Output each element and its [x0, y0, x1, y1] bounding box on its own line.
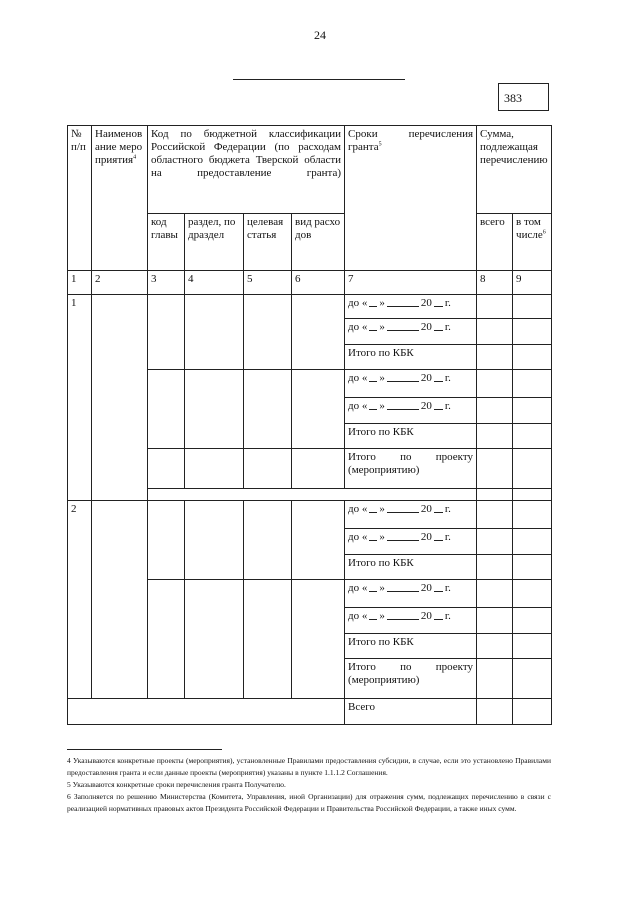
amount-including-cell: [513, 398, 552, 424]
code-cell: [185, 501, 244, 580]
subtotal-project-label: Итого по проекту (мероприятию): [345, 449, 477, 489]
group-number: 2: [68, 501, 92, 699]
amount-including-cell: [513, 529, 552, 555]
document-number-box: 383: [498, 83, 549, 111]
table-row: [68, 295, 552, 319]
amount-total-cell: [477, 398, 513, 424]
amount-total-cell: [477, 699, 513, 725]
amount-total-cell: [477, 501, 513, 529]
amount-including-cell: [513, 345, 552, 370]
payment-deadline: до « » 20 г.: [345, 608, 477, 634]
column-number: 3: [148, 271, 185, 295]
header-section: раздел, подраздел: [185, 214, 244, 271]
code-cell: [148, 295, 185, 370]
amount-total-cell: [477, 449, 513, 489]
payment-deadline: до « » 20 г.: [345, 501, 477, 529]
page-number: 24: [314, 28, 326, 42]
column-number-row: [68, 271, 552, 295]
payment-deadline: до « » 20 г.: [345, 529, 477, 555]
amount-total-cell: [477, 370, 513, 398]
subtotal-kbk-label: Итого по КБК: [345, 634, 477, 659]
amount-total-cell: [477, 634, 513, 659]
code-cell: [148, 501, 185, 580]
code-cell: [292, 295, 345, 370]
header-col-budget-code: Код по бюджетной классификации Российской Федерации (по расходам областного бюджета Тверской области на предоставление гранта): [148, 126, 345, 214]
payment-deadline: до « » 20 г.: [345, 319, 477, 345]
column-number: 8: [477, 271, 513, 295]
code-cell: [185, 295, 244, 370]
code-cell: [244, 295, 292, 370]
amount-including-cell: [513, 699, 552, 725]
column-number: 6: [292, 271, 345, 295]
header-rule: [233, 79, 405, 80]
amount-including-cell: [513, 555, 552, 580]
code-cell: [292, 370, 345, 449]
footnote-6: 6 Заполняется по решению Министерства (Комитета, Управления, иной Организации) для отражения сумм, подлежащих перечислению в связи с реализацией нормативных правовых актов Президента Российской Федерации и Правительства Российской Федерации, а также иных сумм.: [67, 792, 551, 813]
payment-deadline: до « » 20 г.: [345, 295, 477, 319]
code-cell: [244, 449, 292, 489]
header-col-terms: Сроки перечисления гранта$^5$: [345, 126, 477, 271]
payment-deadline: до « » 20 г.: [345, 398, 477, 424]
amount-including-cell: [513, 608, 552, 634]
spacer-cell: [148, 489, 477, 501]
payment-deadline: до « » 20 г.: [345, 580, 477, 608]
header-amount-including: в том числе$^6$: [513, 214, 552, 271]
column-number: 4: [185, 271, 244, 295]
footnote-5: 5 Указываются конкретные сроки перечисления гранта Получателю.: [67, 780, 286, 789]
header-col-amount: Сумма, подлежащая перечислению: [477, 126, 552, 214]
header-target-article: целевая статья: [244, 214, 292, 271]
amount-including-cell: [513, 449, 552, 489]
code-cell: [244, 370, 292, 449]
amount-including-cell: [513, 295, 552, 319]
column-number: 1: [68, 271, 92, 295]
code-cell: [185, 449, 244, 489]
table-row: [68, 501, 552, 529]
header-amount-total: всего: [477, 214, 513, 271]
total-spacer-cell: [68, 699, 345, 725]
amount-including-cell: [513, 580, 552, 608]
amount-including-cell: [513, 370, 552, 398]
footnote-4: 4 Указываются конкретные проекты (мероприятия), установленные Правилами предоставления субсидии, в случае, если это установлено Правилами предоставления гранта и если данные проекты (мероприятия) указаны в пункте 1.1.1.2 Соглашения.: [67, 756, 551, 777]
code-cell: [244, 580, 292, 699]
column-number: 9: [513, 271, 552, 295]
column-number: 7: [345, 271, 477, 295]
subtotal-kbk-label: Итого по КБК: [345, 555, 477, 580]
amount-total-cell: [477, 489, 513, 501]
grand-total-label: Всего: [345, 699, 477, 725]
amount-total-cell: [477, 295, 513, 319]
header-expense-type: вид расходов: [292, 214, 345, 271]
code-cell: [148, 370, 185, 449]
code-cell: [185, 580, 244, 699]
amount-total-cell: [477, 580, 513, 608]
header-code-chapter: код главы: [148, 214, 185, 271]
footnote-separator: [67, 749, 222, 750]
amount-total-cell: [477, 608, 513, 634]
amount-total-cell: [477, 529, 513, 555]
amount-including-cell: [513, 424, 552, 449]
amount-including-cell: [513, 634, 552, 659]
amount-including-cell: [513, 659, 552, 699]
payment-deadline: до « » 20 г.: [345, 370, 477, 398]
footnotes: [67, 755, 551, 815]
amount-total-cell: [477, 345, 513, 370]
subtotal-kbk-label: Итого по КБК: [345, 424, 477, 449]
subtotal-project-label: Итого по проекту (мероприятию): [345, 659, 477, 699]
code-cell: [292, 501, 345, 580]
amount-including-cell: [513, 489, 552, 501]
amount-total-cell: [477, 659, 513, 699]
code-cell: [244, 501, 292, 580]
header-col-event: Наименование мероприятия$^4$: [92, 126, 148, 271]
code-cell: [292, 449, 345, 489]
amount-total-cell: [477, 555, 513, 580]
grant-transfer-table: [67, 125, 552, 725]
code-cell: [185, 370, 244, 449]
amount-total-cell: [477, 319, 513, 345]
table-row-total: [68, 699, 552, 725]
amount-including-cell: [513, 501, 552, 529]
amount-including-cell: [513, 319, 552, 345]
column-number: 2: [92, 271, 148, 295]
event-cell: [92, 501, 148, 699]
group-number: 1: [68, 295, 92, 501]
amount-total-cell: [477, 424, 513, 449]
event-cell: [92, 295, 148, 501]
code-cell: [148, 580, 185, 699]
code-cell: [148, 449, 185, 489]
header-col-number: № п/п: [68, 126, 92, 271]
column-number: 5: [244, 271, 292, 295]
code-cell: [292, 580, 345, 699]
subtotal-kbk-label: Итого по КБК: [345, 345, 477, 370]
